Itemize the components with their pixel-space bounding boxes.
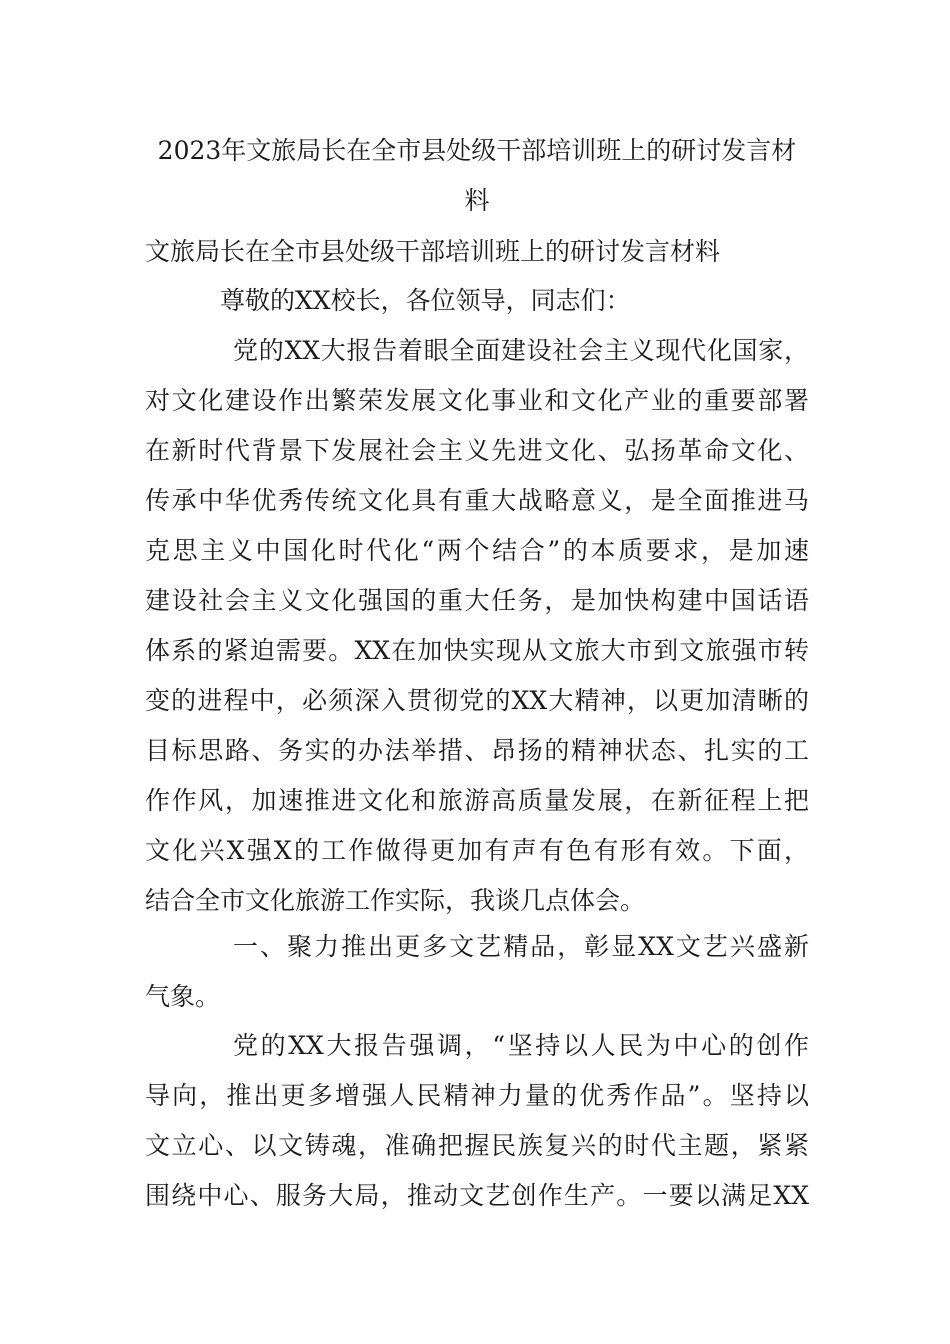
section-heading-line: 一、聚力推出更多文艺精品，彰显XX文艺兴盛新: [233, 932, 809, 961]
section-heading-line: 气象。: [145, 982, 221, 1011]
paragraph-line: 党的XX大报告强调，“坚持以人民为中心的创作: [233, 1031, 809, 1060]
paragraph-line: 文立心、以文铸魂，准确把握民族复兴的时代主题，紧紧: [145, 1131, 809, 1160]
paragraph-line: 目标思路、务实的办法举措、昂扬的精神状态、扎实的工: [145, 736, 809, 765]
paragraph-line: 结合全市文化旅游工作实际，我谈几点体会。: [145, 886, 646, 915]
paragraph-line: 传承中华优秀传统文化具有重大战略意义，是全面推进马: [145, 486, 809, 515]
paragraph-line: 围绕中心、服务大局，推动文艺创作生产。一要以满足XX: [145, 1181, 809, 1210]
paragraph-line: 建设社会主义文化强国的重大任务，是加快构建中国话语: [145, 586, 809, 615]
paragraph-line: 在新时代背景下发展社会主义先进文化、弘扬革命文化、: [145, 436, 809, 465]
paragraph-line: 导向，推出更多增强人民精神力量的优秀作品”。坚持以: [145, 1081, 809, 1110]
paragraph-line: 党的XX大报告着眼全面建设社会主义现代化国家，: [233, 336, 809, 365]
paragraph-2: [145, 1021, 809, 1221]
document-title-line-1: 2023年文旅局长在全市县处级干部培训班上的研讨发言材: [157, 136, 797, 165]
paragraph-line: 克思主义中国化时代化“两个结合”的本质要求，是加速: [145, 536, 809, 565]
paragraph-line: 对文化建设作出繁荣发展文化事业和文化产业的重要部署: [145, 386, 809, 415]
paragraph-1: [145, 326, 809, 926]
paragraph-line: 变的进程中，必须深入贯彻党的XX大精神，以更加清晰的: [145, 686, 809, 715]
salutation: 尊敬的XX校长，各位领导，同志们：: [220, 286, 631, 315]
document-subtitle: 文旅局长在全市县处级干部培训班上的研讨发言材料: [145, 237, 721, 266]
section-heading-1: [145, 922, 809, 1022]
paragraph-line: 体系的紧迫需要。XX在加快实现从文旅大市到文旅强市转: [145, 636, 809, 665]
paragraph-line: 文化兴X强X的工作做得更加有声有色有形有效。下面，: [145, 836, 809, 865]
paragraph-line: 作作风，加速推进文化和旅游高质量发展，在新征程上把: [145, 786, 809, 815]
document-title-line-2: 料: [464, 186, 490, 215]
